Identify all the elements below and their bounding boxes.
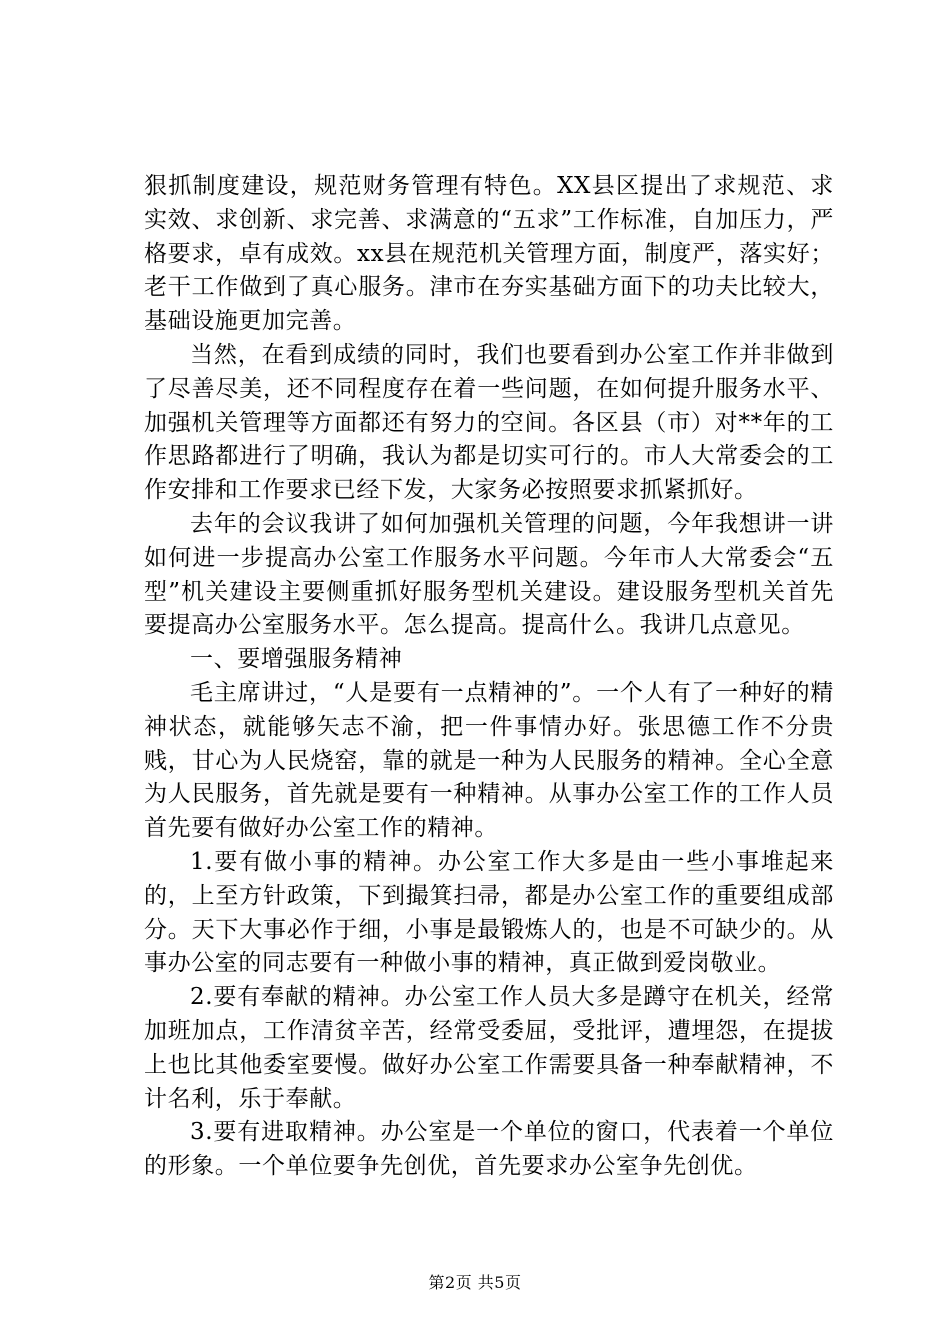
page-number-footer: 第2页 共5页 xyxy=(428,1273,522,1292)
paragraph-2: 当然，在看到成绩的同时，我们也要看到办公室工作并非做到了尽善尽美，还不同程度存在着一些问题，在如何提升服务水平、加强机关管理等方面都还有努力的空间。各区县（市）对**年的工作思路都进行了明确，我认为都是切实可行的。市人大常委会的工作安排和工作要求已经下发，大家务必按照要求抓紧抓好。 xyxy=(144,341,834,504)
paragraph-7: 2.要有奉献的精神。办公室工作人员大多是蹲守在机关，经常加班加点，工作清贫辛苦，经常受委屈，受批评，遭埋怨，在提拔上也比其他委室要慢。做好办公室工作需要具备一种奉献精神，不计名利，乐于奉献。 xyxy=(144,984,834,1112)
paragraph-3: 去年的会议我讲了如何加强机关管理的问题，今年我想讲一讲如何进一步提高办公室工作服务水平问题。今年市人大常委会“五型”机关建设主要侧重抓好服务型机关建设。建设服务型机关首先要提高办公室服务水平。怎么提高。提高什么。我讲几点意见。 xyxy=(144,510,834,639)
paragraph-8: 3.要有进取精神。办公室是一个单位的窗口，代表着一个单位的形象。一个单位要争先创优，首先要求办公室争先创优。 xyxy=(144,1119,834,1180)
paragraph-5: 毛主席讲过，“人是要有一点精神的”。一个人有了一种好的精神状态，就能够矢志不渝，把一件事情办好。张思德工作不分贵贱，甘心为人民烧窑，靠的就是一种为人民服务的精神。全心全意为人民服务，首先就是要有一种精神。从事办公室工作的工作人员首先要有做好办公室工作的精神。 xyxy=(144,679,834,842)
section-heading-1: 一、要增强服务精神 xyxy=(190,646,403,673)
document-body xyxy=(144,170,834,1184)
paragraph-1: 狠抓制度建设，规范财务管理有特色。XX县区提出了求规范、求实效、求创新、求完善、求满意的“五求”工作标准，自加压力，严格要求，卓有成效。xx县在规范机关管理方面，制度严，落实好；老干工作做到了真心服务。津市在夯实基础方面下的功夫比较大，基础设施更加完善。 xyxy=(144,173,834,335)
paragraph-6: 1.要有做小事的精神。办公室工作大多是由一些小事堆起来的，上至方针政策，下到撮箕扫帚，都是办公室工作的重要组成部分。天下大事必作于细，小事是最锻炼人的，也是不可缺少的。从事办公室的同志要有一种做小事的精神，真正做到爱岗敬业。 xyxy=(144,848,834,977)
